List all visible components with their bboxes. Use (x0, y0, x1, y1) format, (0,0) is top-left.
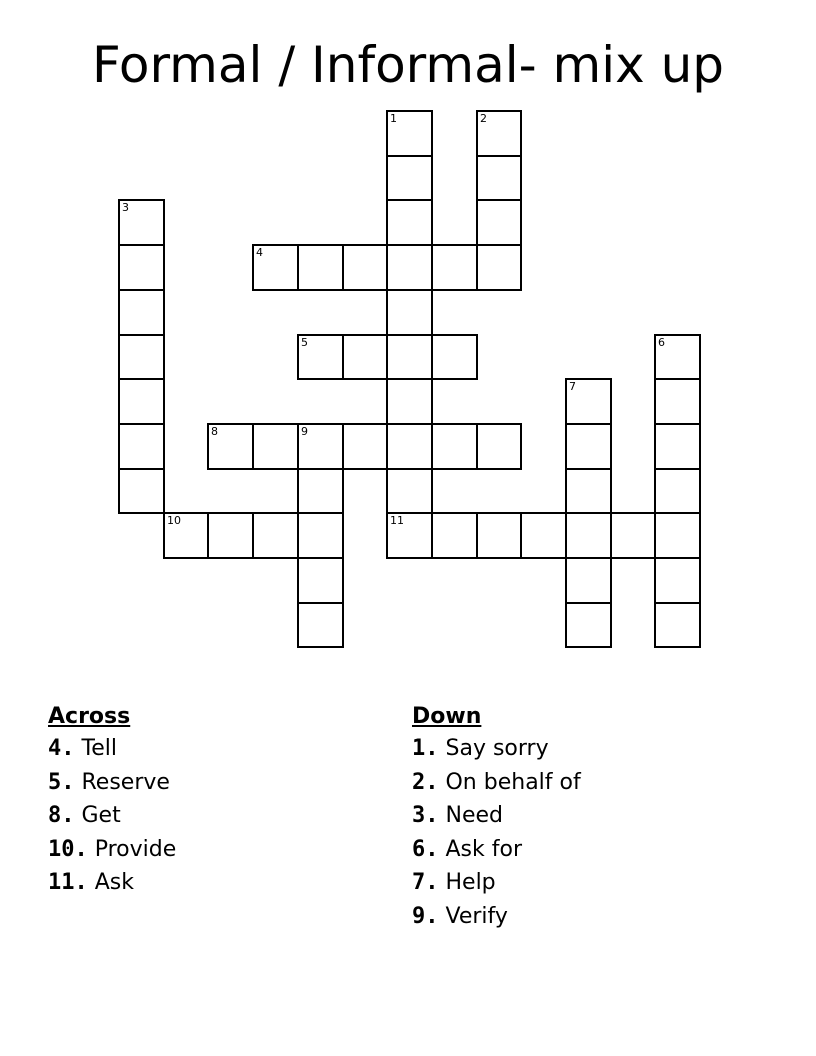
crossword-cell[interactable] (431, 512, 478, 559)
down-clue (412, 833, 581, 867)
crossword-cell[interactable] (565, 378, 612, 425)
crossword-cell[interactable] (476, 512, 522, 559)
down-clue (412, 732, 581, 766)
crossword-cell[interactable] (297, 423, 344, 470)
clue-number: 5 (301, 336, 308, 349)
page-title: Formal / Informal- mix up (91, 36, 725, 94)
crossword-cell[interactable] (386, 512, 433, 559)
clue-number: 2 (480, 112, 487, 125)
across-clues (48, 702, 176, 900)
clue-text: Tell (74, 736, 117, 761)
clue-text: Ask (87, 870, 134, 895)
clue-number-label: 1. (412, 736, 439, 761)
clue-number-label: 8. (48, 803, 75, 828)
crossword-cell[interactable] (476, 423, 522, 470)
crossword-cell[interactable] (565, 557, 612, 604)
clue-text: Say sorry (438, 736, 549, 761)
crossword-cell[interactable] (476, 110, 522, 157)
crossword-cell[interactable] (118, 289, 165, 336)
crossword-cell[interactable] (386, 378, 433, 425)
crossword-cell[interactable] (565, 512, 612, 559)
crossword-cell[interactable] (252, 423, 299, 470)
crossword-cell[interactable] (342, 244, 388, 291)
crossword-cell[interactable] (297, 334, 344, 380)
clue-number: 4 (256, 246, 263, 259)
clue-number-label: 11. (48, 870, 88, 895)
clue-number-label: 7. (412, 870, 439, 895)
clue-text: Provide (87, 836, 177, 862)
crossword-cell[interactable] (118, 423, 165, 470)
crossword-cell[interactable] (297, 512, 344, 559)
clue-number-label: 10. (48, 836, 88, 862)
crossword-cell[interactable] (118, 244, 165, 291)
crossword-cell[interactable] (654, 378, 701, 425)
clue-number: 3 (122, 201, 129, 214)
clue-number: 10 (167, 514, 181, 527)
clue-number: 8 (211, 425, 218, 438)
crossword-cell[interactable] (386, 155, 433, 201)
clue-text: Ask for (438, 836, 522, 862)
clue-number-label: 9. (412, 903, 439, 929)
down-clue (412, 766, 581, 800)
across-clue (48, 732, 176, 766)
crossword-cell[interactable] (163, 512, 209, 559)
clue-number-label: 4. (48, 736, 75, 761)
crossword-cell[interactable] (386, 423, 433, 470)
crossword-cell[interactable] (386, 334, 433, 380)
clue-number-label: 5. (48, 769, 75, 795)
crossword-cell[interactable] (386, 468, 433, 514)
clue-number: 9 (301, 425, 308, 438)
crossword-cell[interactable] (565, 423, 612, 470)
clue-text: Verify (438, 903, 508, 929)
crossword-cell[interactable] (297, 557, 344, 604)
across-heading: Across (48, 704, 131, 729)
clue-number: 1 (390, 112, 397, 125)
crossword-cell[interactable] (431, 423, 478, 470)
crossword-cell[interactable] (476, 244, 522, 291)
clue-text: Reserve (74, 769, 170, 795)
crossword-cell[interactable] (386, 289, 433, 336)
crossword-cell[interactable] (118, 199, 165, 246)
down-clues (412, 702, 581, 933)
down-heading: Down (412, 704, 482, 729)
clue-number: 6 (658, 336, 665, 349)
crossword-cell[interactable] (207, 423, 254, 470)
crossword-cell[interactable] (207, 512, 254, 559)
clue-text: On behalf of (438, 769, 581, 795)
crossword-cell[interactable] (654, 468, 701, 514)
crossword-cell[interactable] (118, 334, 165, 380)
clue-number: 11 (390, 514, 404, 527)
crossword-cell[interactable] (654, 557, 701, 604)
crossword-cell[interactable] (297, 468, 344, 514)
crossword-cell[interactable] (565, 602, 612, 648)
crossword-cell[interactable] (297, 602, 344, 648)
down-clue (412, 900, 581, 934)
crossword-cell[interactable] (431, 334, 478, 380)
crossword-cell[interactable] (565, 468, 612, 514)
crossword-cell[interactable] (118, 468, 165, 514)
down-clue (412, 799, 581, 833)
clue-text: Help (438, 870, 496, 895)
crossword-cell[interactable] (252, 512, 299, 559)
crossword-cell[interactable] (476, 199, 522, 246)
clue-number-label: 6. (412, 836, 439, 862)
crossword-cell[interactable] (654, 602, 701, 648)
crossword-cell[interactable] (342, 334, 388, 380)
crossword-cell[interactable] (386, 199, 433, 246)
clue-number-label: 2. (412, 769, 439, 795)
across-clue (48, 766, 176, 800)
clue-number-label: 3. (412, 803, 439, 828)
crossword-cell[interactable] (386, 244, 433, 291)
crossword-cell[interactable] (654, 423, 701, 470)
down-clue (412, 866, 581, 900)
clue-text: Need (438, 803, 503, 828)
crossword-cell[interactable] (610, 512, 656, 559)
crossword-cell[interactable] (654, 334, 701, 380)
crossword-cell[interactable] (118, 378, 165, 425)
crossword-cell[interactable] (520, 512, 567, 559)
clue-text: Get (74, 803, 121, 828)
across-clue (48, 866, 176, 900)
crossword-cell[interactable] (252, 244, 299, 291)
crossword-cell[interactable] (342, 423, 388, 470)
crossword-cell[interactable] (476, 155, 522, 201)
crossword-cell[interactable] (386, 110, 433, 157)
across-clue (48, 833, 176, 867)
clue-number: 7 (569, 380, 576, 393)
across-clue (48, 799, 176, 833)
crossword-cell[interactable] (654, 512, 701, 559)
crossword-cell[interactable] (431, 244, 478, 291)
crossword-cell[interactable] (297, 244, 344, 291)
